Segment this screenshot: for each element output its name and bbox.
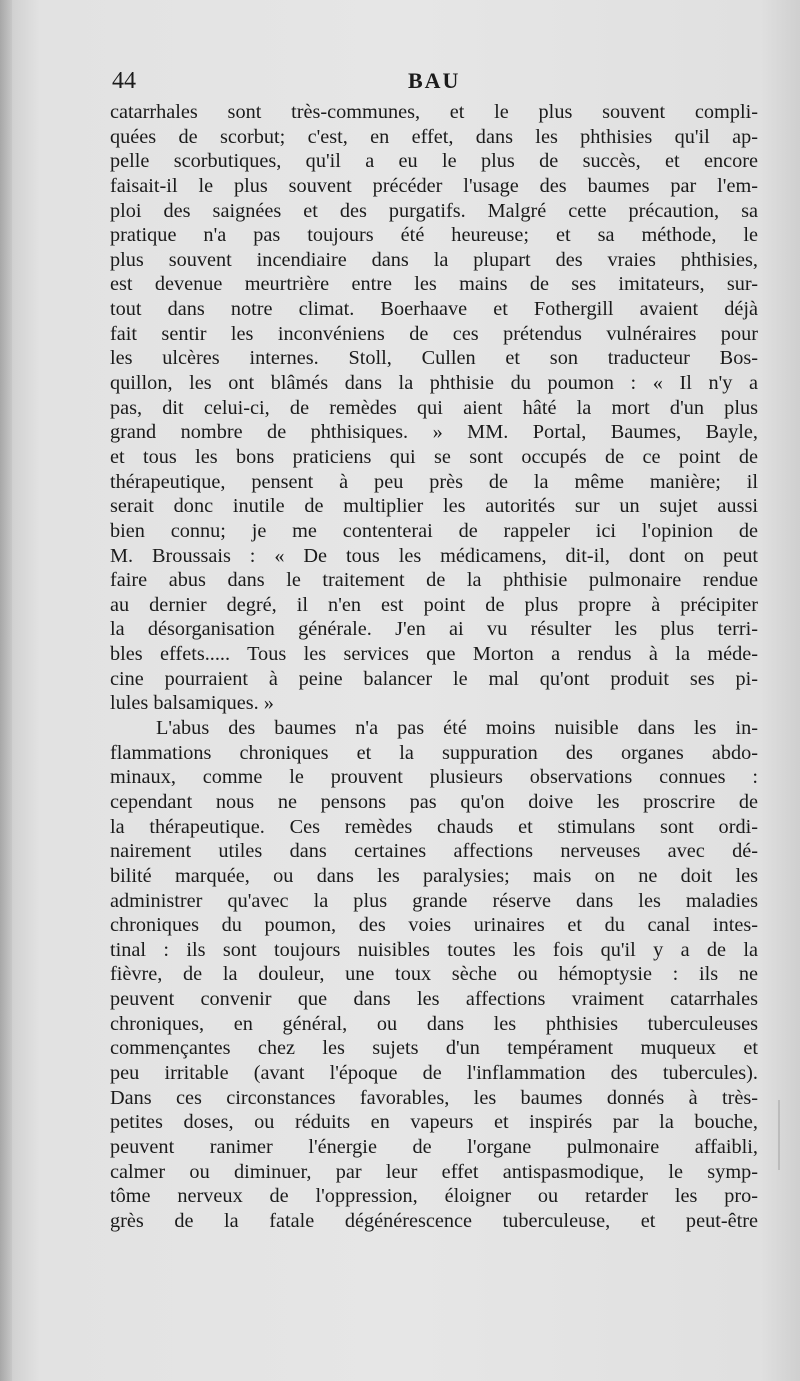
page-number: 44: [112, 68, 136, 94]
text-line: tout dans notre climat. Boerhaave et Fothergill avaient déjà: [110, 298, 758, 321]
page-header: [110, 66, 760, 96]
text-line: quillon, les ont blâmés dans la phthisie du poumon : « Il n'y a: [110, 372, 758, 395]
running-head: BAU: [408, 68, 461, 93]
text-line: catarrhales sont très-communes, et le plus souvent compli-: [110, 101, 758, 123]
text-line: tinal : ils sont toujours nuisibles toutes les fois qu'il y a de la: [110, 938, 758, 961]
text-line: les ulcères internes. Stoll, Cullen et son traducteur Bos-: [110, 347, 758, 370]
text-line: peu irritable (avant l'époque de l'inflammation des tubercules).: [110, 1061, 758, 1084]
page-gutter-shadow: [0, 0, 12, 1381]
text-line: administrer qu'avec la plus grande réserve dans les maladies: [110, 889, 758, 912]
text-line: faire abus dans le traitement de la phthisie pulmonaire rendue: [110, 569, 758, 592]
text-line: ploi des saignées et des purgatifs. Malgré cette précaution, sa: [110, 199, 758, 222]
text-line: tôme nerveux de l'oppression, éloigner ou retarder les pro-: [110, 1185, 758, 1208]
body-text: [110, 100, 758, 1233]
text-line: fièvre, de la douleur, une toux sèche ou hémoptysie : ils ne: [110, 963, 758, 986]
text-line: grand nombre de phthisiques. » MM. Portal, Baumes, Bayle,: [110, 421, 758, 444]
text-line: M. Broussais : « De tous les médicamens, dit-il, dont on peut: [110, 544, 758, 567]
text-line: faisait-il le plus souvent précéder l'usage des baumes par l'em-: [110, 174, 758, 197]
text-line: et tous les bons praticiens qui se sont occupés de ce point de: [110, 445, 758, 468]
text-line: serait donc inutile de multiplier les autorités sur un sujet aussi: [110, 495, 758, 518]
text-line: peuvent ranimer l'énergie de l'organe pulmonaire affaibli,: [110, 1135, 758, 1158]
text-line: nairement utiles dans certaines affections nerveuses avec dé-: [110, 840, 758, 863]
text-line: flammations chroniques et la suppuration des organes abdo-: [110, 741, 758, 764]
text-line: cependant nous ne pensons pas qu'on doive les proscrire de: [110, 790, 758, 813]
text-line: fait sentir les inconvéniens de ces prétendus vulnéraires pour: [110, 322, 758, 345]
text-line: la thérapeutique. Ces remèdes chauds et stimulans sont ordi-: [110, 815, 758, 838]
text-line: grès de la fatale dégénérescence tuberculeuse, et peut-être: [110, 1209, 758, 1232]
text-line: petites doses, ou réduits en vapeurs et inspirés par la bouche,: [110, 1111, 758, 1134]
text-line: plus souvent incendiaire dans la plupart des vraies phthisies,: [110, 248, 758, 271]
text-line: bilité marquée, ou dans les paralysies; mais on ne doit les: [110, 864, 758, 887]
text-line: Dans ces circonstances favorables, les baumes donnés à très-: [110, 1086, 758, 1109]
text-line: bles effets..... Tous les services que Morton a rendus à la méde-: [110, 643, 758, 666]
text-line: thérapeutique, pensent à peu près de la même manière; il: [110, 470, 758, 493]
text-line: cine pourraient à peine balancer le mal qu'ont produit ses pi-: [110, 667, 758, 690]
text-line: lules balsamiques. »: [110, 692, 274, 715]
text-line: est devenue meurtrière entre les mains de ses imitateurs, sur-: [110, 273, 758, 296]
text-line: au dernier degré, il n'en est point de plus propre à précipiter: [110, 593, 758, 616]
text-line: pelle scorbutiques, qu'il a eu le plus de succès, et encore: [110, 150, 758, 173]
text-line: pas, dit celui-ci, de remèdes qui aient hâté la mort d'un plus: [110, 396, 758, 419]
text-line: minaux, comme le prouvent plusieurs observations connues :: [110, 766, 758, 789]
text-line: quées de scorbut; c'est, en effet, dans les phthisies qu'il ap-: [110, 125, 758, 148]
text-line: calmer ou diminuer, par leur effet antispasmodique, le symp-: [110, 1160, 758, 1183]
text-line: pratique n'a pas toujours été heureuse; et sa méthode, le: [110, 224, 758, 247]
text-line: chroniques, en général, ou dans les phthisies tuberculeuses: [110, 1012, 758, 1035]
text-line: bien connu; je me contenterai de rappeler ici l'opinion de: [110, 519, 758, 542]
text-line: commençantes chez les sujets d'un tempérament muqueux et: [110, 1037, 758, 1060]
paragraph-first-line: L'abus des baumes n'a pas été moins nuisible dans les in-: [156, 717, 758, 740]
text-line: chroniques du poumon, des voies urinaires et du canal intes-: [110, 914, 758, 937]
text-line: peuvent convenir que dans les affections vraiment catarrhales: [110, 988, 758, 1011]
text-line: la désorganisation générale. J'en ai vu résulter les plus terri-: [110, 618, 758, 641]
page-edge-mark: [778, 1100, 780, 1170]
